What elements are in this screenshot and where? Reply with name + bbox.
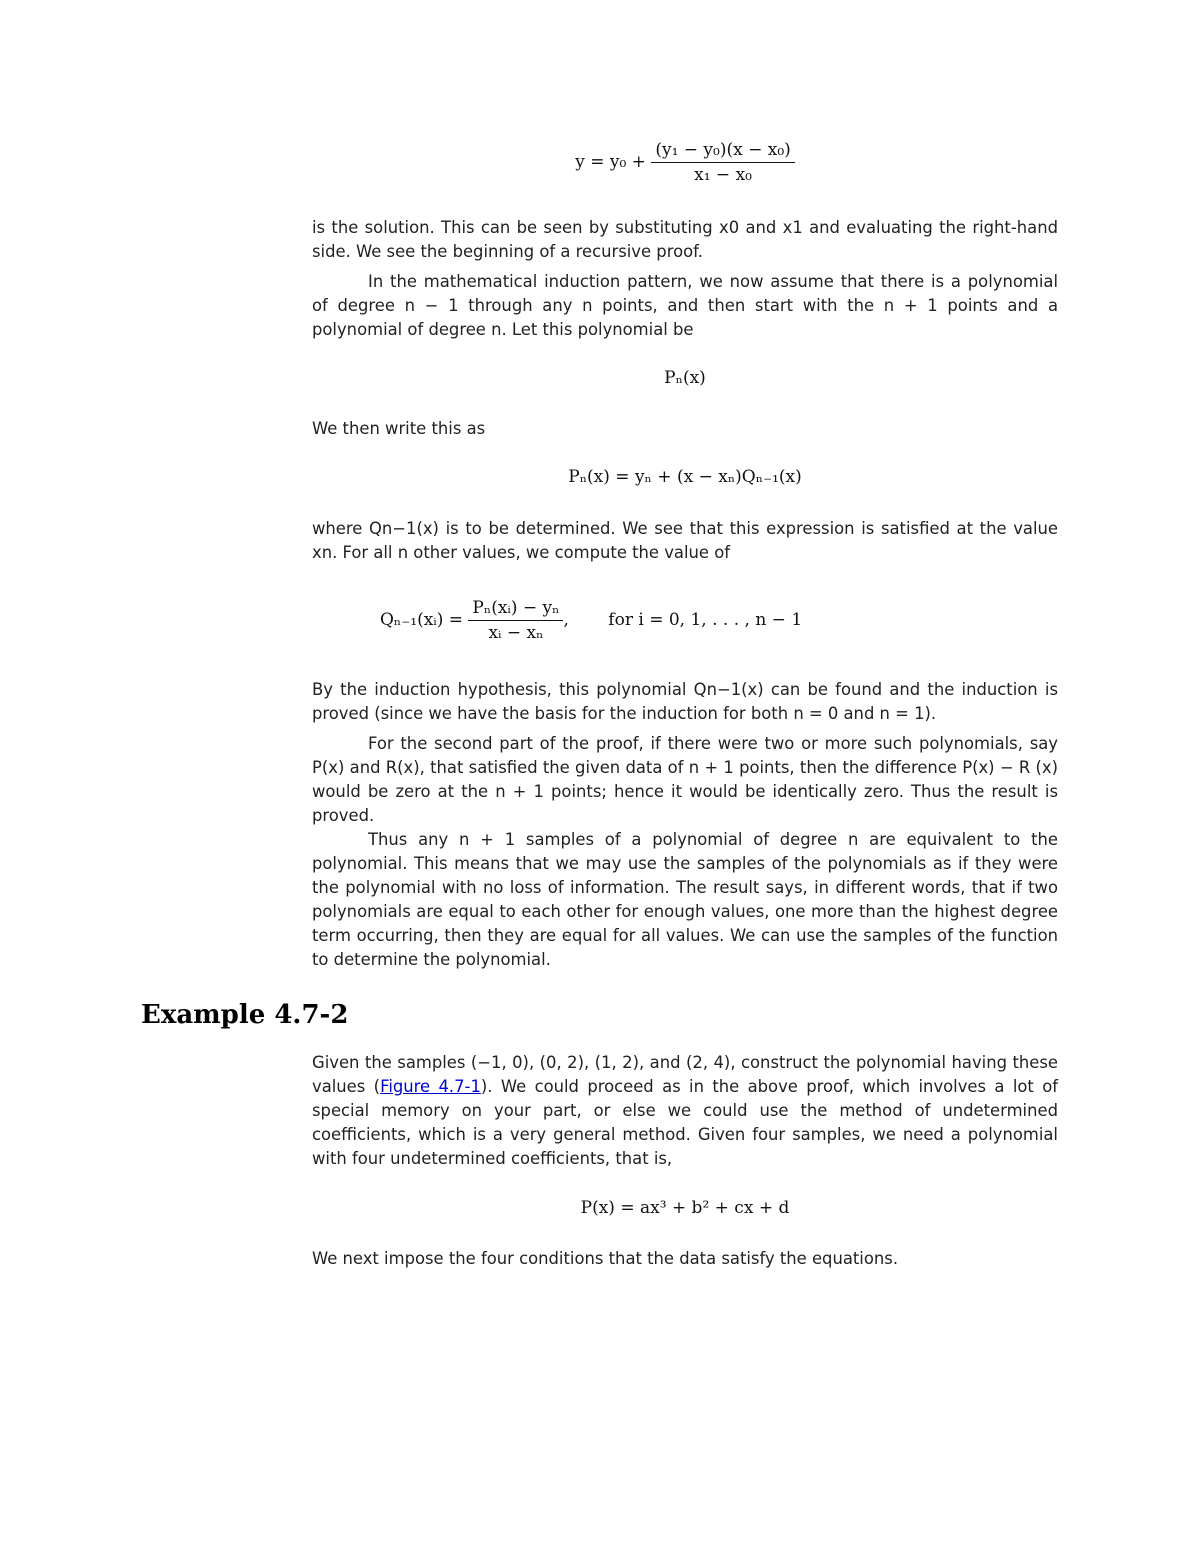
paragraph-where-q: where Qn−1(x) is to be determined. We see that this expression is satisfied at the value xn. For all n other values, we compute the value of: [312, 519, 1058, 562]
equation-rhs: for i = 0, 1, . . . , n − 1: [608, 610, 803, 630]
fraction-numerator: Pₙ(xᵢ) − yₙ: [468, 598, 563, 621]
equation-lhs: Qₙ₋₁(xᵢ) =: [380, 610, 463, 630]
equation-pn: Pₙ(x): [664, 368, 706, 388]
example-text-after: ). We could proceed as in the above proof, which involves a lot of special memory on your part, or else we could use the method of undetermined coefficients, which is a very general method. Given four samples, we need a polynomial with four undetermined coefficients, that is,: [312, 1077, 1058, 1168]
paragraph-second-part: For the second part of the proof, if there were two or more such polynomials, say P(x) and R(x), that satisfied the given data of n + 1 points, then the difference P(x) − R (x) would be zero at the n + 1 points; hence it would be identically zero. Thus the result is proved.: [312, 734, 1058, 825]
paragraph-induction-hypothesis: By the induction hypothesis, this polynomial Qn−1(x) can be found and the induction is proved (since we have the basis for the induction for both n = 0 and n = 1).: [312, 680, 1058, 723]
fraction-numerator: (y₁ − y₀)(x − x₀): [651, 140, 794, 163]
equation-q-values: [380, 598, 880, 643]
equation-cubic: P(x) = ax³ + b² + cx + d: [580, 1198, 790, 1218]
paragraph-write-as: We then write this as: [312, 419, 486, 438]
figure-link[interactable]: Figure 4.7-1: [380, 1077, 481, 1096]
paragraph-samples-equivalent: Thus any n + 1 samples of a polynomial of degree n are equivalent to the polynomial. This means that we may use the samples of the polynomials as if they were the polynomial with no loss of information. The result says, in different words, that if two polynomials are equal to each other for enough values, one more than the highest degree term occurring, then they are equal for all values. We can use the samples of the function to determine the polynomial.: [312, 830, 1058, 969]
example-heading: Example 4.7-2: [141, 1000, 349, 1030]
comma: ,: [563, 610, 569, 630]
paragraph-induction: In the mathematical induction pattern, we now assume that there is a polynomial of degree n − 1 through any n points, and then start with the n + 1 points and a polynomial of degree n. Let this polynomial be: [312, 272, 1058, 339]
fraction-denominator: xᵢ − xₙ: [488, 623, 544, 643]
equation-linear-interpolation: [312, 140, 1058, 185]
paragraph-conditions: We next impose the four conditions that the data satisfy the equations.: [312, 1249, 899, 1268]
fraction: [468, 598, 563, 643]
fraction-denominator: x₁ − x₀: [694, 165, 752, 185]
fraction: [651, 140, 794, 185]
equation-lhs: y = y₀ +: [575, 152, 646, 172]
example-text-before: Given the samples (−1, 0), (0, 2), (1, 2), and (2, 4), construct the polynomial having these values (: [312, 1053, 1058, 1096]
paragraph-example: [312, 1051, 1058, 1171]
paragraph-solution: is the solution. This can be seen by substituting x0 and x1 and evaluating the right-hand side. We see the beginning of a recursive proof.: [312, 218, 1058, 261]
equation-pn-expansion: Pₙ(x) = yₙ + (x − xₙ)Qₙ₋₁(x): [568, 467, 802, 487]
